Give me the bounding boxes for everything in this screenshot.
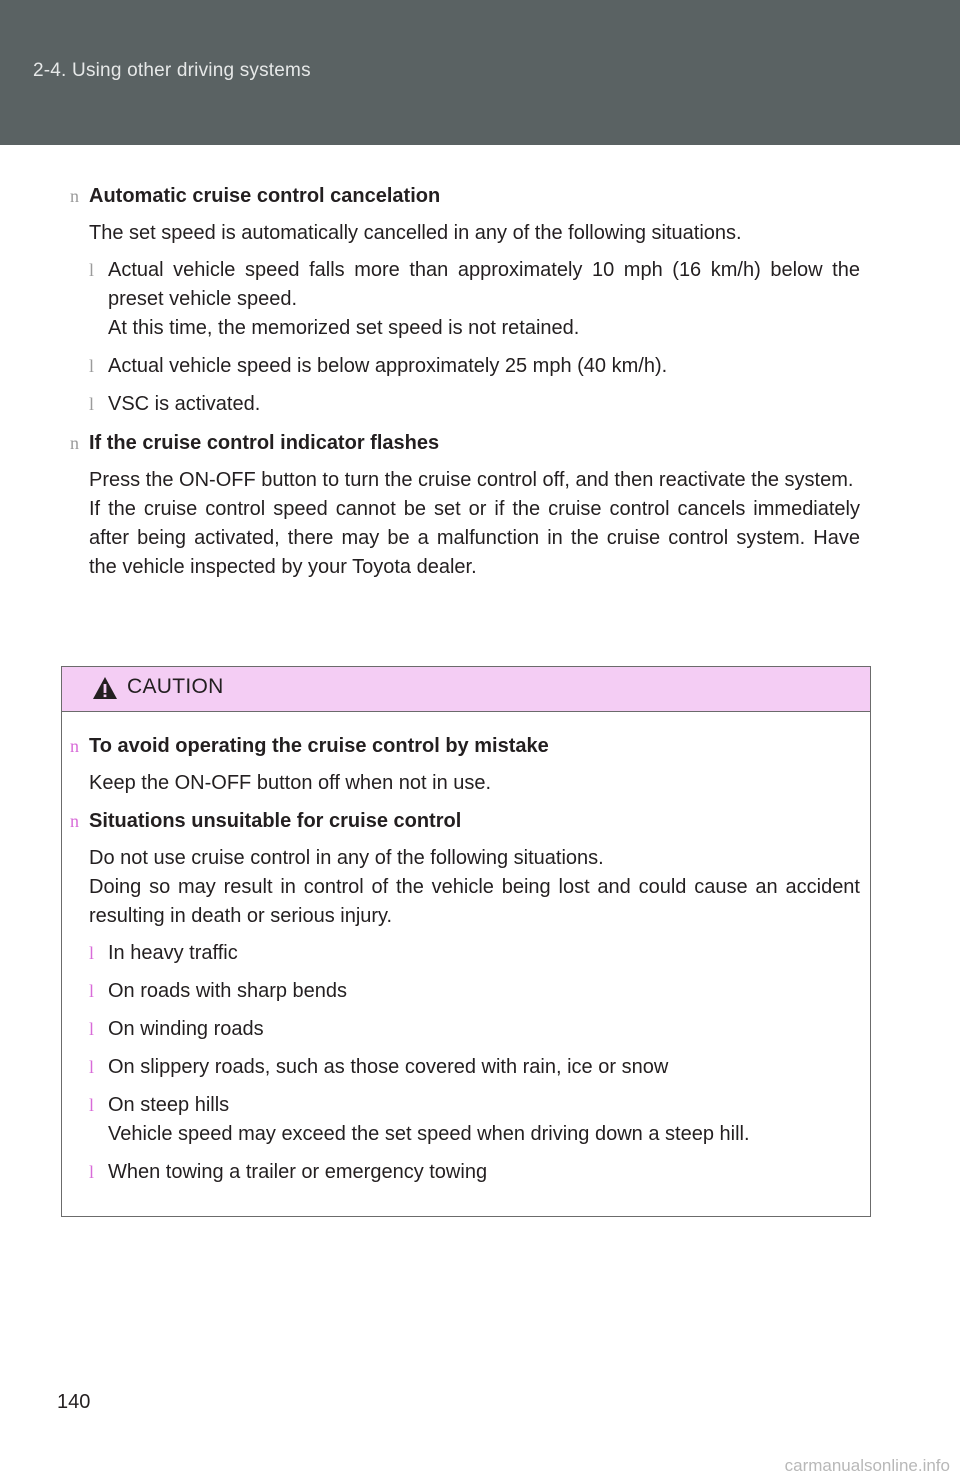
heading-text: If the cruise control indicator flashes <box>89 432 440 454</box>
round-bullet-icon: l <box>89 356 95 376</box>
round-bullet-icon: l <box>89 981 95 1001</box>
list-item-text: VSC is activated. <box>108 393 261 415</box>
list-item <box>70 939 860 968</box>
paragraph: Do not use cruise control in any of the following situations. <box>89 847 604 869</box>
list-item-text: Actual vehicle speed falls more than approximately 10 mph (16 km/h) below the preset vehicle speed. <box>108 259 860 310</box>
list-item <box>70 390 860 419</box>
list-item <box>70 1158 860 1187</box>
list-item <box>70 352 860 381</box>
list-item <box>70 256 860 343</box>
square-bullet-icon: n <box>70 811 79 831</box>
list-item-note: At this time, the memorized set speed is not retained. <box>108 317 580 339</box>
list-item-note: Vehicle speed may exceed the set speed when driving down a steep hill. <box>108 1123 750 1145</box>
caution-box <box>61 666 871 1217</box>
round-bullet-icon: l <box>89 1095 95 1115</box>
list-item-text: On winding roads <box>108 1018 264 1040</box>
paragraph: The set speed is automatically cancelled in any of the following situations. <box>89 222 742 244</box>
watermark: carmanualsonline.info <box>784 1456 950 1475</box>
square-bullet-icon: n <box>70 186 79 206</box>
caution-header <box>62 667 870 712</box>
caution-title: CAUTION <box>127 675 224 698</box>
round-bullet-icon: l <box>89 1057 95 1077</box>
paragraph: If the cruise control speed cannot be set or if the cruise control cancels immediately after being activated, there may be a malfunction in the cruise control system. Have the vehicle inspected by your Toyota dealer. <box>89 498 860 578</box>
list-item <box>70 1091 860 1149</box>
list-item <box>70 1053 860 1082</box>
paragraph: Doing so may result in control of the vehicle being lost and could cause an accident resulting in death or serious injury. <box>89 876 860 927</box>
square-bullet-icon: n <box>70 433 79 453</box>
header-band <box>0 0 960 145</box>
heading-text: Situations unsuitable for cruise control <box>89 810 462 832</box>
round-bullet-icon: l <box>89 260 95 280</box>
round-bullet-icon: l <box>89 394 95 414</box>
list-item-text: When towing a trailer or emergency towing <box>108 1161 488 1183</box>
paragraph: Press the ON-OFF button to turn the cruise control off, and then reactivate the system. <box>89 469 854 491</box>
caution-heading <box>70 731 860 761</box>
round-bullet-icon: l <box>89 1162 95 1182</box>
section-title: 2-4. Using other driving systems <box>33 60 311 81</box>
section-heading <box>70 181 860 211</box>
list-item-text: In heavy traffic <box>108 942 238 964</box>
list-item-text: Actual vehicle speed is below approximately 25 mph (40 km/h). <box>108 355 668 377</box>
list-item <box>70 977 860 1006</box>
round-bullet-icon: l <box>89 1019 95 1039</box>
heading-text: To avoid operating the cruise control by mistake <box>89 735 549 757</box>
list-item-text: On steep hills <box>108 1094 230 1116</box>
page-number: 140 <box>57 1391 91 1413</box>
caution-heading <box>70 806 860 836</box>
caution-body <box>70 731 860 1196</box>
main-content <box>70 181 860 590</box>
list-item-text: On slippery roads, such as those covered with rain, ice or snow <box>108 1056 669 1078</box>
warning-triangle-icon <box>92 676 118 700</box>
paragraph: Keep the ON-OFF button off when not in use. <box>89 772 492 794</box>
section-heading <box>70 428 860 458</box>
heading-text: Automatic cruise control cancelation <box>89 185 441 207</box>
square-bullet-icon: n <box>70 736 79 756</box>
list-item <box>70 1015 860 1044</box>
round-bullet-icon: l <box>89 943 95 963</box>
list-item-text: On roads with sharp bends <box>108 980 348 1002</box>
